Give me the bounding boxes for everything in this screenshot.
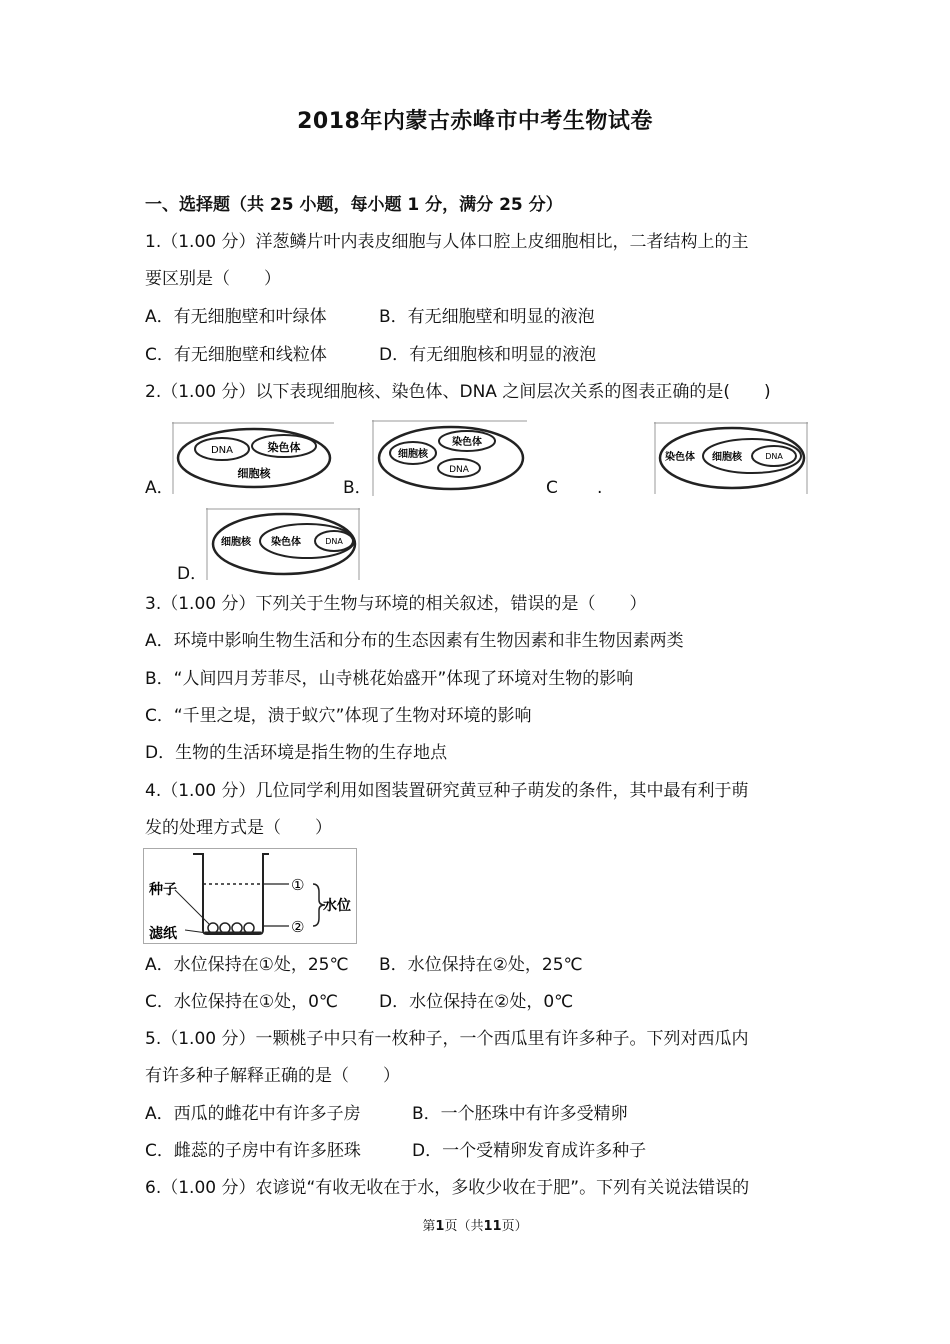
q5-option-c: C．雌蕊的子房中有许多胚珠 [145,1141,361,1161]
question-1-stem: 1.（1.00 分）洋葱鳞片叶内表皮细胞与人体口腔上皮细胞相比，二者结构上的主 [145,232,749,252]
question-4-stem-cont: 发的处理方式是（ ） [145,818,332,838]
q2-option-a-label: A． [145,478,174,498]
fig-b-chromosome: 染色体 [452,437,482,448]
fig-c-nucleus: 细胞核 [712,452,742,463]
q5-option-b: B．一个胚珠中有许多受精卵 [412,1104,628,1124]
q3-option-b: B．“人间四月芳菲尽，山寺桃花始盛开”体现了环境对生物的影响 [145,669,634,689]
fig-a-nucleus: 细胞核 [237,467,271,480]
footer-pre: 第 [422,1219,436,1234]
fig-level-2: ② [291,918,305,936]
q2-option-c-label: C [546,478,558,498]
q4-option-c: C．水位保持在①处，0℃ [145,992,339,1012]
fig-filter-label: 滤纸 [149,926,177,942]
q5-option-a: A．西瓜的雌花中有许多子房 [145,1104,361,1124]
fig-a-chromosome: 染色体 [267,441,301,454]
fig-b-dna: DNA [449,465,469,475]
q1-option-d: D．有无细胞核和明显的液泡 [379,345,597,365]
question-5-stem: 5.（1.00 分）一颗桃子中只有一枚种子，一个西瓜里有许多种子。下列对西瓜内 [145,1029,749,1049]
q2-option-c-dot: . [597,478,603,498]
fig-b-nucleus: 细胞核 [398,449,428,460]
fig-water-label: 水位 [323,898,351,914]
fig-a-dna: DNA [210,445,234,456]
q3-option-d: D．生物的生活环境是指生物的生存地点 [145,743,448,763]
footer-mid: 页（共 [444,1219,484,1234]
fig-c-chromosome: 染色体 [665,452,695,463]
fig-seed-label: 种子 [149,882,177,898]
footer-page-number: 1 [435,1219,445,1234]
page-footer [0,1215,950,1234]
section-heading: 一、选择题（共 25 小题，每小题 1 分，满分 25 分） [145,195,563,215]
fig-c-dna: DNA [765,452,783,461]
q4-option-d: D．水位保持在②处，0℃ [379,992,574,1012]
q5-option-d: D．一个受精卵发育成许多种子 [412,1141,647,1161]
question-1-stem-cont: 要区别是（ ） [145,269,281,289]
q2-figure-a [172,422,334,494]
q2-figure-d [206,508,360,580]
q2-option-b-label: B． [343,478,372,498]
fig-d-chromosome: 染色体 [271,537,301,548]
q1-option-b: B．有无细胞壁和明显的液泡 [379,307,595,327]
q3-option-a: A．环境中影响生物生活和分布的生态因素有生物因素和非生物因素两类 [145,631,684,651]
page-title: 2018年内蒙古赤峰市中考生物试卷 [297,109,653,134]
q1-option-a: A．有无细胞壁和叶绿体 [145,307,327,327]
q4-beaker-figure [143,848,357,944]
footer-total-pages: 11 [483,1219,502,1234]
question-3-stem: 3.（1.00 分）下列关于生物与环境的相关叙述，错误的是（ ） [145,594,647,614]
question-4-stem: 4.（1.00 分）几位同学利用如图装置研究黄豆种子萌发的条件，其中最有利于萌 [145,781,749,801]
fig-d-dna: DNA [325,537,343,546]
fig-level-1: ① [291,876,305,894]
fig-d-nucleus: 细胞核 [221,537,251,548]
q3-option-c: C．“千里之堤，溃于蚁穴”体现了生物对环境的影响 [145,706,532,726]
q4-option-b: B．水位保持在②处，25℃ [379,955,583,975]
question-6-stem: 6.（1.00 分）农谚说“有收无收在于水，多收少收在于肥”。下列有关说法错误的 [145,1178,750,1198]
question-2-stem: 2.（1.00 分）以下表现细胞核、染色体、DNA 之间层次关系的图表正确的是( ) [145,382,771,402]
question-5-stem-cont: 有许多种子解释正确的是（ ） [145,1066,400,1086]
q2-figure-b [372,420,527,496]
q2-figure-c [654,422,808,494]
q2-option-d-label: D． [177,564,208,584]
q4-option-a: A．水位保持在①处，25℃ [145,955,349,975]
footer-post: 页） [501,1219,528,1234]
q1-option-c: C．有无细胞壁和线粒体 [145,345,327,365]
